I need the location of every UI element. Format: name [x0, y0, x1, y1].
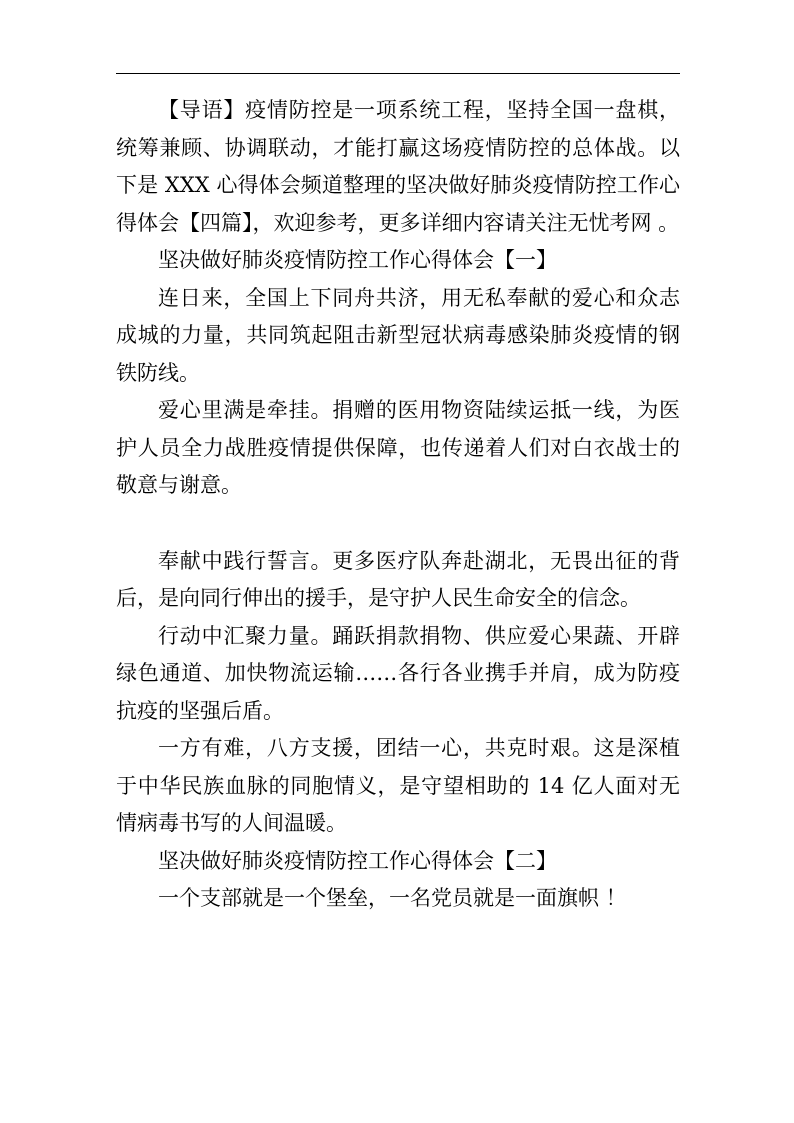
intro-paragraph: 【导语】疫情防控是一项系统工程，坚持全国一盘棋，统筹兼顾、协调联动，才能打赢这场疫情防控的总体战。以下是 XXX 心得体会频道整理的坚决做好肺炎疫情防控工作心得体会【四篇】，欢迎参考，更多详细内容请关注无忧考网 。	[116, 98, 680, 235]
body-paragraph: 奉献中践行誓言。更多医疗队奔赴湖北，无畏出征的背后，是向同行伸出的援手，是守护人民生命安全的信念。	[116, 548, 680, 610]
body-paragraph: 一方有难，八方支援，团结一心，共克时艰。这是深植于中华民族血脉的同胞情义，是守望相助的 14 亿人面对无情病毒书写的人间温暖。	[116, 736, 680, 835]
body-paragraph: 连日来，全国上下同舟共济，用无私奉献的爱心和众志成城的力量，共同筑起阻击新型冠状病毒感染肺炎疫情的钢铁防线。	[116, 285, 680, 385]
body-paragraph: 爱心里满是牵挂。捐赠的医用物资陆续运抵一线，为医护人员全力战胜疫情提供保障，也传递着人们对白衣战士的敬意与谢意。	[116, 398, 680, 497]
document-body	[116, 92, 680, 918]
section-heading-2: 坚决做好肺炎疫情防控工作心得体会【二】	[158, 848, 557, 873]
blank-line	[116, 505, 680, 543]
body-paragraph: 行动中汇聚力量。踊跃捐款捐物、供应爱心果蔬、开辟绿色通道、加快物流运输……各行各业携手并肩，成为防疫抗疫的坚强后盾。	[116, 623, 680, 723]
header-rule	[116, 73, 680, 74]
section-heading-1: 坚决做好肺炎疫情防控工作心得体会【一】	[158, 248, 557, 272]
body-paragraph: 一个支部就是一个堡垒，一名党员就是一面旗帜 ！	[158, 886, 627, 910]
